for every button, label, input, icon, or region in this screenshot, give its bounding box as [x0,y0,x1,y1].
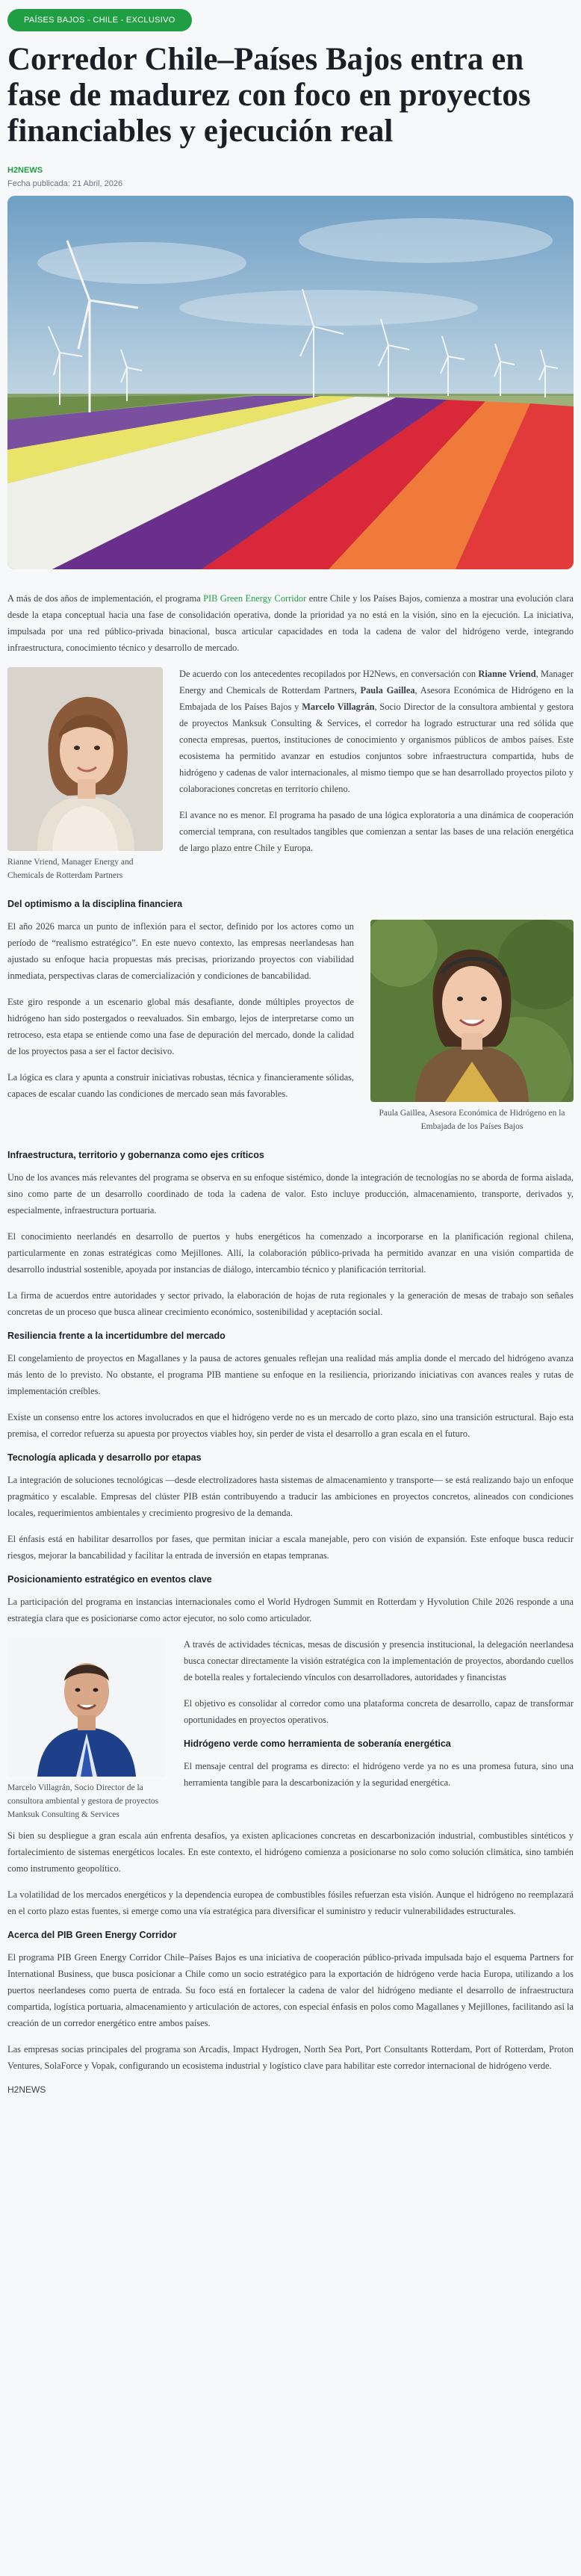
name-paula-gaillea: Paula Gaillea [360,685,415,696]
p2-text-d: , Socio Director de la consultora ambiental y gestora de proyectos Manksuk Consulting & Services, el corredor ha logrado estructurar una red sólida que conecta empresas, puertos, instituciones de conocimiento y organismos públicos de ambos países. Este ecosistema ha permitido avanzar en estudios conjuntos sobre infraestructura compartida, hubs de hidrógeno y cadenas de valor internacionales, al mismo tiempo que se han desarrollado proyectos piloto y colaboraciones concretas en territorio chileno. [179,702,574,794]
rianne-vriend-photo [7,667,163,851]
paragraph-s3-2: Existe un consenso entre los actores involucrados en que el hidrógeno verde no es un mercado de corto plazo, sino una transición estructural. Bajo esta premisa, el corredor refuerza su apuesta por proyectos viables hoy, sin perder de vista el desarrollo a gran escala en el futuro. [7,1412,574,1439]
intro-paragraph [7,590,574,656]
wind-farm-tulip-fields-illustration [7,196,574,569]
intro-text-1: A más de dos años de implementación, el programa [7,593,204,604]
paragraph-s4-2: El énfasis está en habilitar desarrollos por fases, que permitan iniciar a escala manejable, pero con visión de expansión. Este enfoque busca reducir riesgos, mejorar la bancabilidad y facilitar la entrada de inversión en etapas tempranas. [7,1534,574,1561]
article-title: Corredor Chile–Países Bajos entra en fase de madurez con foco en proyectos financiables y ejecución real [7,42,531,149]
figure-marcelo-villagran [7,1638,166,1821]
paula-gaillea-photo [370,920,574,1102]
paragraph-progress: El avance no es menor. El programa ha pasado de una lógica exploratoria a una dinámica de cooperación comercial temprana, con resultados tangibles que comienzan a sentar las bases de una relación energética de largo plazo entre Chile y Europa. [179,810,574,853]
figure-rianne-vriend [7,667,163,882]
heading-soberania-energetica: Hidrógeno verde como herramienta de soberanía energética [184,1739,451,1749]
paragraph-s5-2: A través de actividades técnicas, mesas de discusión y presencia institucional, la delegación neerlandesa busca conectar directamente la visión estratégica con la implementación de proyectos, abordando cuellos de botella reales y fortaleciendo vínculos con desarrolladores, autoridades y financistas [184,1639,574,1682]
caption-paula-gaillea: Paula Gaillea, Asesora Económica de Hidrógeno en la Embajada de los Países Bajos [379,1109,565,1131]
paragraph-s2-1: Uno de los avances más relevantes del programa se observa en su enfoque sistémico, donde la integración de tecnologías no se aborda de forma aislada, sino como parte de un desarrollo coordinado de toda la cadena de valor. Esto incluye producción, almacenamiento, transporte, derivados y, especialmente, infraestructura portuaria. [7,1172,574,1216]
name-marcelo-villagran: Marcelo Villagrán [302,702,375,712]
marcelo-villagran-photo [7,1638,166,1777]
category-tag[interactable]: PAÍSES BAJOS - CHILE - EXCLUSIVO [7,9,192,31]
paragraph-s1-3: La lógica es clara y apunta a construir iniciativas robustas, técnica y financieramente sólidas, capaces de escalar cuando las condiciones de mercado sean más favorables. [7,1072,354,1099]
hero-image [7,196,574,569]
heading-disciplina-financiera: Del optimismo a la disciplina financiera [7,899,183,909]
paragraph-s1-2: Este giro responde a un escenario global más desafiante, donde múltiples proyectos de hidrógeno han sido postergados o reevaluados. Sin embargo, lejos de interpretarse como un retroceso, esta etapa se entiende como una fase de depuración del mercado, donde la calidad de los proyectos pasa a ser el factor decisivo. [7,997,354,1056]
pib-corridor-link[interactable]: PIB Green Energy Corridor [203,593,307,604]
paragraph-s6-2: Si bien su despliegue a gran escala aún enfrenta desafíos, ya existen aplicaciones concretas en descarbonización industrial, combustibles sintéticos y fortalecimiento de sistemas energéticos locales. En este contexto, el hidrógeno comienza a posicionarse no solo como solución climática, sino también como instrumento geopolítico. [7,1830,574,1874]
paragraph-s2-3: La firma de acuerdos entre autoridades y sector privado, la elaboración de hojas de ruta regionales y la generación de mesas de trabajo son señales concretas de un proceso que busca alinear crecimiento económico, sostenibilidad y aceptación social. [7,1290,574,1317]
paragraph-s3-1: El congelamiento de proyectos en Magallanes y la pausa de actores genuales reflejan una realidad más amplia donde el mercado del hidrógeno avanza más lento de lo previsto. No obstante, el programa PIB mantiene su enfoque en la resiliencia, priorizando iniciativas con avances reales y rutas de implementación creíbles. [7,1353,574,1396]
paragraph-s4-1: La integración de soluciones tecnológicas —desde electrolizadores hasta sistemas de almacenamiento y transporte— se está realizando bajo un enfoque pragmático y escalable. Empresas del clúster PIB están contribuyendo a traducir las ambiciones en proyectos concretos, alineados con condiciones locales, requerimientos ambientales y crecimiento progresivo de la demanda. [7,1475,574,1518]
name-rianne-vriend: Rianne Vriend [478,669,536,679]
publish-date: Fecha publicada: 21 Abril, 2026 [7,179,123,188]
paragraph-s6-1: El mensaje central del programa es directo: el hidrógeno verde ya no es una promesa futura, sino una herramienta tangible para la descarbonización y la seguridad energética. [184,1761,574,1788]
paragraph-s5-1: La participación del programa en instancias internacionales como el World Hydrogen Summit en Rotterdam y Hyvolution Chile 2026 responde a una estrategia clara que es posicionarse como actor ejecutor, no solo como articulador. [7,1597,574,1623]
source-label[interactable]: H2NEWS [7,166,43,175]
figure-paula-gaillea [370,920,574,1133]
paragraph-s7-2: Las empresas socias principales del programa son Arcadis, Impact Hydrogen, North Sea Port, Port Consultants Rotterdam, Port of Rotterdam, Proton Ventures, SolaForce y Vopak, configurando un ecosistema industrial y logístico clave para habilitar este corredor internacional de hidrógeno verde. [7,2044,574,2071]
intro-text-2: entre Chile y los Países Bajos, comienza a mostrar una evolución clara desde la etapa conceptual hacia una fase de consolidación operativa, donde la prioridad ya no está en la visión, sino en la ejecución. La iniciativa, impulsada por una red público-privada binacional, busca articular capacidades en toda la cadena de valor del hidrógeno verde, integrando infraestructura, conocimiento técnico y desarrollo de mercado. [7,593,574,653]
caption-rianne-vriend: Rianne Vriend, Manager Energy and Chemicals de Rotterdam Partners [7,858,134,880]
footer-source[interactable]: H2NEWS [7,2084,46,2095]
paragraph-s1-1: El año 2026 marca un punto de inflexión para el sector, definido por los actores como un período de “realismo estratégico”. En este nuevo contexto, las empresas neerlandesas han ajustado su enfoque hacia propuestas más precisas, priorizando proyectos con viabilidad inmediata, perspectivas claras de comercialización y condiciones de bancabilidad. [7,921,354,981]
heading-resiliencia: Resiliencia frente a la incertidumbre del mercado [7,1331,226,1341]
heading-acerca-pib: Acerca del PIB Green Energy Corridor [7,1930,177,1940]
caption-marcelo-villagran: Marcelo Villagrán, Socio Director de la consultora ambiental y gestora de proyectos Manksuk Consulting & Services [7,1783,159,1819]
heading-posicionamiento: Posicionamiento estratégico en eventos clave [7,1574,212,1585]
paragraph-s6-3: La volatilidad de los mercados energéticos y la dependencia europea de combustibles fósiles refuerzan esta visión. Aunque el hidrógeno no reemplazará en el corto plazo estas fuentes, si emerge como una vía estratégica para diversificar el suministro y reducir vulnerabilidades estructurales. [7,1889,574,1916]
paragraph-s7-1: El programa PIB Green Energy Corridor Chile–Países Bajos es una iniciativa de cooperación público-privada impulsada bajo el esquema Partners for International Business, que busca posicionar a Chile como un socio estratégico para la exportación de hidrógeno verde hacia Europa, utilizando a los puertos neerlandeses como puerta de entrada. Su foco está en fortalecer la cadena de valor del hidrógeno mediante el desarrollo de infraestructura compartida, logística portuaria, almacenamiento y articulación de actores, con especial énfasis en polos como Magallanes y Mejillones, facilitando así la creación de un corredor energético entre ambos países. [7,1952,574,2028]
p2-text-b: , Manager Energy and Chemicals de Rotterdam Partners, [179,669,574,696]
heading-tecnologia: Tecnología aplicada y desarrollo por etapas [7,1452,202,1463]
p2-text-c: , Asesora Económica de Hidrógeno en la Embajada de los Países Bajos y [179,685,574,712]
paragraph-s5-3: El objetivo es consolidar al corredor como una plataforma concreta de desarrollo, capaz de transformar oportunidades en proyectos operativos. [184,1698,574,1725]
heading-infraestructura: Infraestructura, territorio y gobernanza como ejes críticos [7,1150,264,1160]
p2-text-a: De acuerdo con los antecedentes recopilados por H2News, en conversación con [179,669,479,679]
paragraph-s2-2: El conocimiento neerlandés en desarrollo de puertos y hubs energéticos ha comenzado a incorporarse en la planificación regional chilena, particularmente en zonas estratégicas como Mejillones. Allí, la colaboración público-privada ha permitido avanzar en una visión compartida de desarrollo industrial sostenible, apoyada por instancias de diálogo, intercambio técnico y planificación territorial. [7,1231,574,1275]
